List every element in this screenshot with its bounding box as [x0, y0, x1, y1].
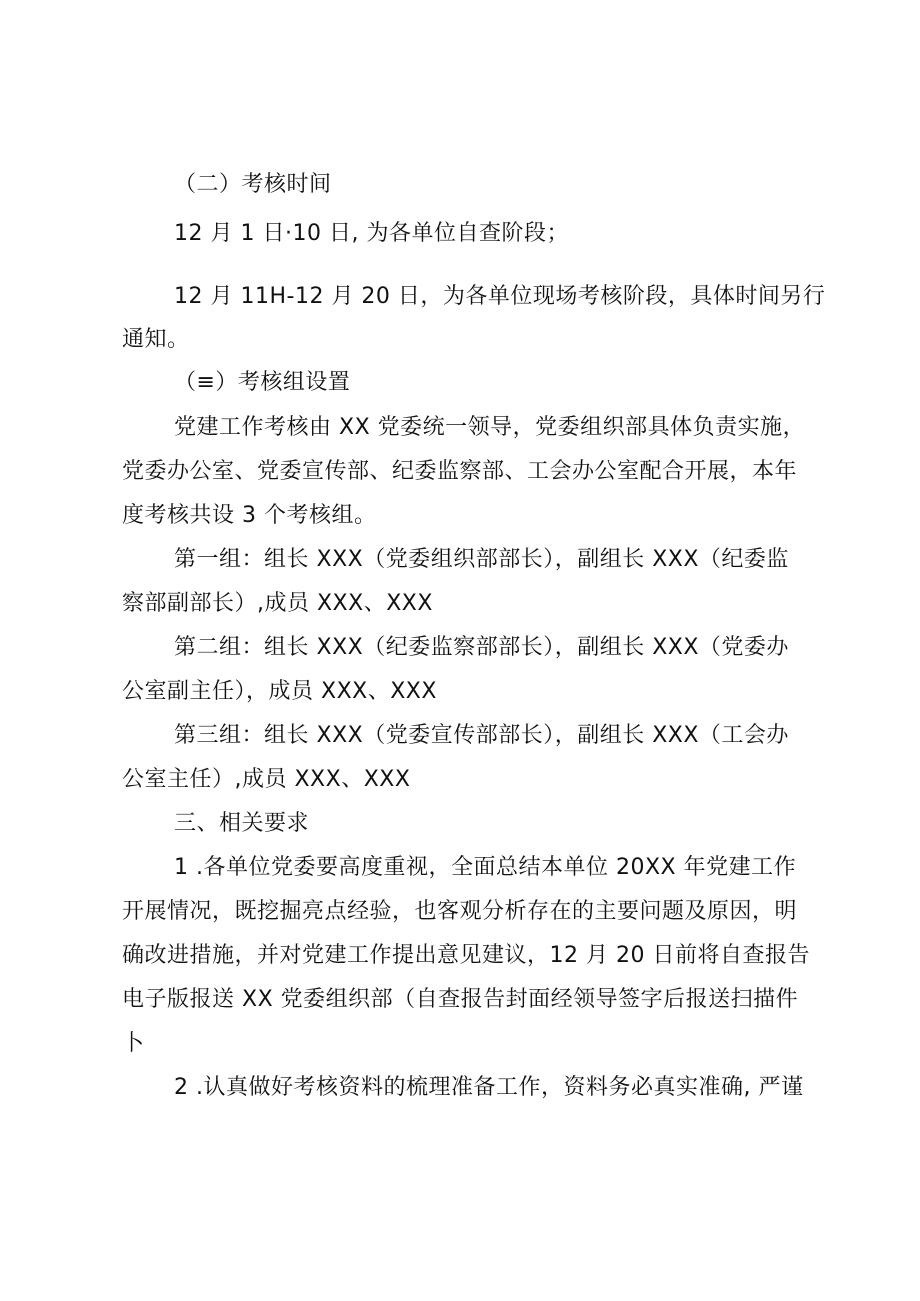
paragraph-line: 1 .各单位党委要高度重视，全面总结本单位 20XX 年党建工作 [174, 855, 797, 880]
paragraph-line: 12 月 1 日·10 日, 为各单位自查阶段； [174, 221, 569, 246]
paragraph-line: 2 .认真做好考核资料的梳理准备工作，资料务必真实准确, 严谨 [174, 1075, 804, 1100]
paragraph-line: 通知。 [122, 327, 190, 352]
section-heading-requirements: 三、相关要求 [174, 811, 310, 836]
section-heading-assessment-time: （二）考核时间 [174, 172, 332, 197]
paragraph-line: 公室主任）,成员 XXX、XXX [122, 767, 411, 792]
paragraph-line: 电子版报送 XX 党委组织部（自查报告封面经领导签字后报送扫描件 [122, 987, 799, 1012]
paragraph-line: 开展情况，既挖掘亮点经验，也客观分析存在的主要问题及原因，明 [122, 899, 798, 924]
paragraph-line: 第三组：组长 XXX（党委宣传部部长），副组长 XXX（工会办 [174, 723, 789, 748]
paragraph-line: 公室副主任），成员 XXX、XXX [122, 679, 437, 704]
paragraph-line: 度考核共设 3 个考核组。 [122, 503, 377, 528]
paragraph-line: 党建工作考核由 XX 党委统一领导，党委组织部具体负责实施， [174, 415, 806, 440]
paragraph-line: 察部副部长）,成员 XXX、XXX [122, 591, 433, 616]
section-heading-assessment-groups: （≡）考核组设置 [174, 370, 351, 395]
paragraph-line: 12 月 11H-12 月 20 日，为各单位现场考核阶段，具体时间另行 [174, 284, 826, 309]
paragraph-line: 第一组：组长 XXX（党委组织部部长），副组长 XXX（纪委监 [174, 547, 789, 572]
paragraph-line: 确改进措施，并对党建工作提出意见建议，12 月 20 日前将自查报告 [122, 943, 810, 968]
paragraph-line: 党委办公室、党委宣传部、纪委监察部、工会办公室配合开展，本年 [122, 459, 798, 484]
paragraph-line: 卜 [122, 1031, 145, 1056]
paragraph-line: 第二组：组长 XXX（纪委监察部部长），副组长 XXX（党委办 [174, 635, 789, 660]
